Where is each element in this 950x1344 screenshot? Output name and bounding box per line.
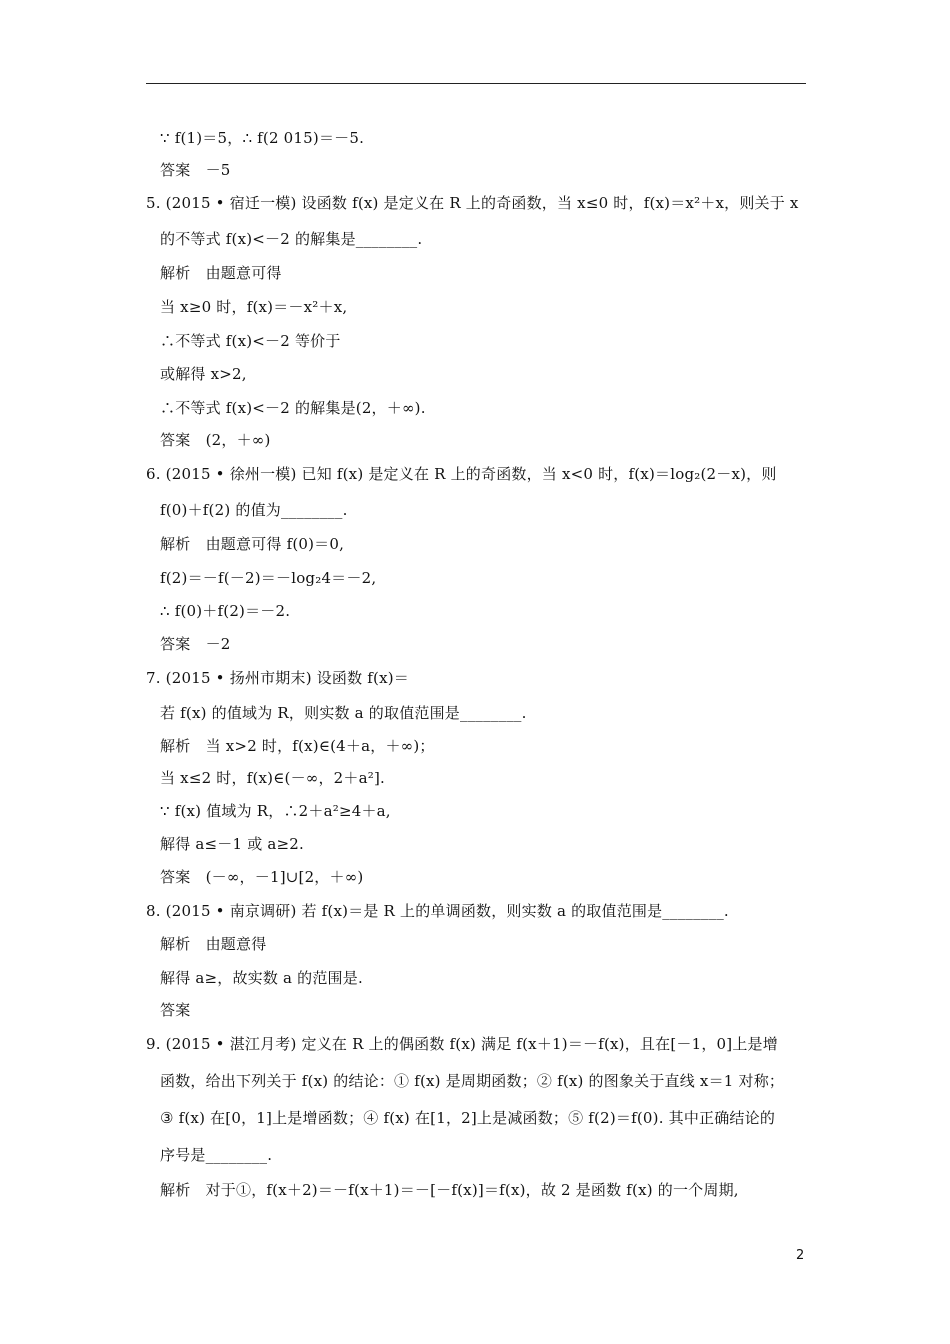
solution-line: 解析 当 x>2 时，f(x)∈(4＋a，＋∞)；	[160, 737, 435, 755]
solution-line: 解析 由题意得	[160, 935, 267, 953]
question-6: 6. (2015 • 徐州一模) 已知 f(x) 是定义在 R 上的奇函数，当 x<0 时，f(x)＝log₂(2－x)，则	[146, 465, 777, 483]
answer-line: 答案 (－∞，－1]∪[2，＋∞)	[160, 868, 364, 886]
text-line: ∴ f(0)＋f(2)＝－2.	[160, 602, 291, 620]
answer-line: 答案	[160, 1001, 191, 1019]
text-line: ∵ f(1)＝5，∴ f(2 015)＝－5.	[160, 129, 365, 147]
question-5: 5. (2015 • 宿迁一模) 设函数 f(x) 是定义在 R 上的奇函数，当 x≤0 时，f(x)＝x²＋x，则关于 x	[146, 194, 799, 212]
question-9-cont: 序号是________.	[160, 1146, 273, 1164]
text-line: 解得 a≤－1 或 a≥2.	[160, 835, 304, 853]
text-line: f(2)＝－f(－2)＝－log₂4＝－2,	[160, 569, 377, 587]
text-line: ∵ f(x) 值域为 R，∴2＋a²≥4＋a,	[160, 802, 391, 820]
question-5-cont: 的不等式 f(x)<－2 的解集是________.	[160, 230, 423, 248]
question-7: 7. (2015 • 扬州市期末) 设函数 f(x)＝	[146, 669, 409, 687]
text-line: ∴不等式 f(x)<－2 等价于	[160, 332, 341, 350]
answer-line: 答案 (2，＋∞)	[160, 431, 271, 449]
question-7-cont: 若 f(x) 的值域为 R，则实数 a 的取值范围是________.	[160, 704, 527, 722]
question-9-cont: ③ f(x) 在[0，1]上是增函数；④ f(x) 在[1，2]上是减函数；⑤ f(2)＝f(0). 其中正确结论的	[160, 1109, 776, 1127]
question-8: 8. (2015 • 南京调研) 若 f(x)＝是 R 上的单调函数，则实数 a 的取值范围是________.	[146, 902, 729, 920]
answer-line: 答案 －5	[160, 161, 231, 179]
question-9: 9. (2015 • 湛江月考) 定义在 R 上的偶函数 f(x) 满足 f(x＋1)＝－f(x)，且在[－1，0]上是增	[146, 1035, 778, 1053]
text-line: 当 x≥0 时，f(x)＝－x²＋x,	[160, 298, 348, 316]
page-number: 2	[796, 1248, 805, 1263]
text-line: ∴不等式 f(x)<－2 的解集是(2，＋∞).	[160, 399, 426, 417]
solution-line: 解析 对于①，f(x＋2)＝－f(x＋1)＝－[－f(x)]＝f(x)，故 2 是函数 f(x) 的一个周期,	[160, 1181, 739, 1199]
header-rule	[146, 83, 806, 84]
text-line: 或解得 x>2,	[160, 365, 247, 383]
solution-line: 解析 由题意可得	[160, 264, 282, 282]
answer-line: 答案 －2	[160, 635, 231, 653]
question-6-cont: f(0)＋f(2) 的值为________.	[160, 501, 348, 519]
text-line: 解得 a≥，故实数 a 的范围是.	[160, 969, 363, 987]
solution-line: 解析 由题意可得 f(0)＝0,	[160, 535, 345, 553]
text-line: 当 x≤2 时，f(x)∈(－∞，2＋a²].	[160, 769, 385, 787]
question-9-cont: 函数，给出下列关于 f(x) 的结论：① f(x) 是周期函数；② f(x) 的图象关于直线 x＝1 对称；	[160, 1072, 785, 1090]
